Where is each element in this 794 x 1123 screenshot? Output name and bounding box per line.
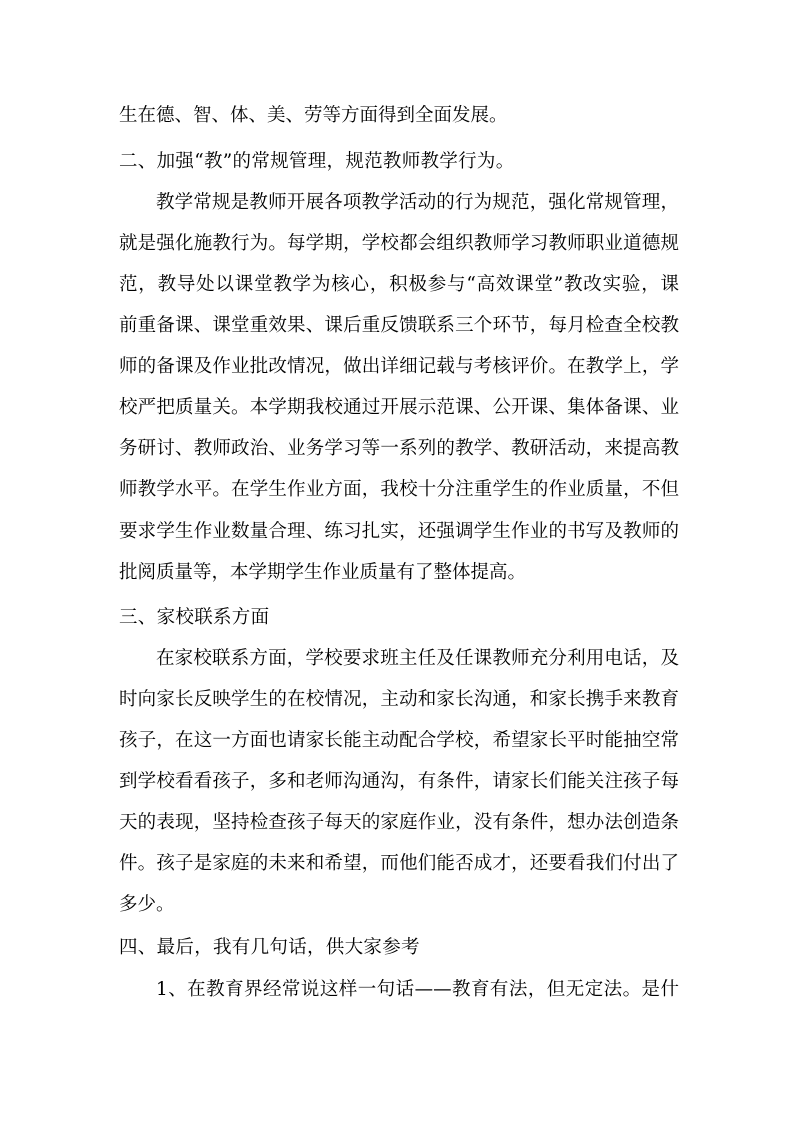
paragraph-line: 件。孩子是家庭的未来和希望，而他们能否成才，还要看我们付出了 xyxy=(119,853,679,874)
paragraph-line: 批阅质量等，本学期学生作业质量有了整体提高。 xyxy=(119,562,527,583)
paragraph-line: 在家校联系方面，学校要求班主任及任课教师充分利用电话，及 xyxy=(156,648,679,669)
paragraph-line: 前重备课、课堂重效果、课后重反馈联系三个环节，每月检查全校教 xyxy=(119,315,679,336)
paragraph-line: 多少。 xyxy=(119,894,175,915)
paragraph-line: 孩子，在这一方面也请家长能主动配合学校，希望家长平时能抽空常 xyxy=(119,730,679,751)
paragraph-line: 1、在教育界经常说这样一句话——教育有法，但无定法。是什 xyxy=(156,979,679,1000)
paragraph-line: 时向家长反映学生的在校情况，主动和家长沟通，和家长携手来教育 xyxy=(119,689,679,710)
paragraph-line: 到学校看看孩子，多和老师沟通沟，有条件，请家长们能关注孩子每 xyxy=(119,771,679,792)
paragraph-line: 师教学水平。在学生作业方面，我校十分注重学生的作业质量，不但 xyxy=(119,479,679,500)
section-heading-3: 三、家校联系方面 xyxy=(119,607,270,628)
paragraph-line: 要求学生作业数量合理、练习扎实，还强调学生作业的书写及教师的 xyxy=(119,521,679,542)
paragraph-line: 就是强化施教行为。每学期，学校都会组织教师学习教师职业道德规 xyxy=(119,233,679,254)
paragraph-line: 教学常规是教师开展各项教学活动的行为规范，强化常规管理， xyxy=(156,192,679,213)
paragraph-line: 范，教导处以课堂教学为核心，积极参与“高效课堂”教改实验，课 xyxy=(119,274,679,295)
section-heading-4: 四、最后，我有几句话，供大家参考 xyxy=(119,937,420,958)
paragraph-line: 务研讨、教师政治、业务学习等一系列的教学、教研活动，来提高教 xyxy=(119,438,679,459)
paragraph-line: 校严把质量关。本学期我校通过开展示范课、公开课、集体备课、业 xyxy=(119,397,679,418)
section-heading-2: 二、加强“教”的常规管理，规范教师教学行为。 xyxy=(119,151,515,172)
paragraph-line: 师的备课及作业批改情况，做出详细记载与考核评价。在教学上，学 xyxy=(119,356,679,377)
paragraph-line: 天的表现，坚持检查孩子每天的家庭作业，没有条件，想办法创造条 xyxy=(119,812,679,833)
paragraph-line: 生在德、智、体、美、劳等方面得到全面发展。 xyxy=(119,105,508,126)
